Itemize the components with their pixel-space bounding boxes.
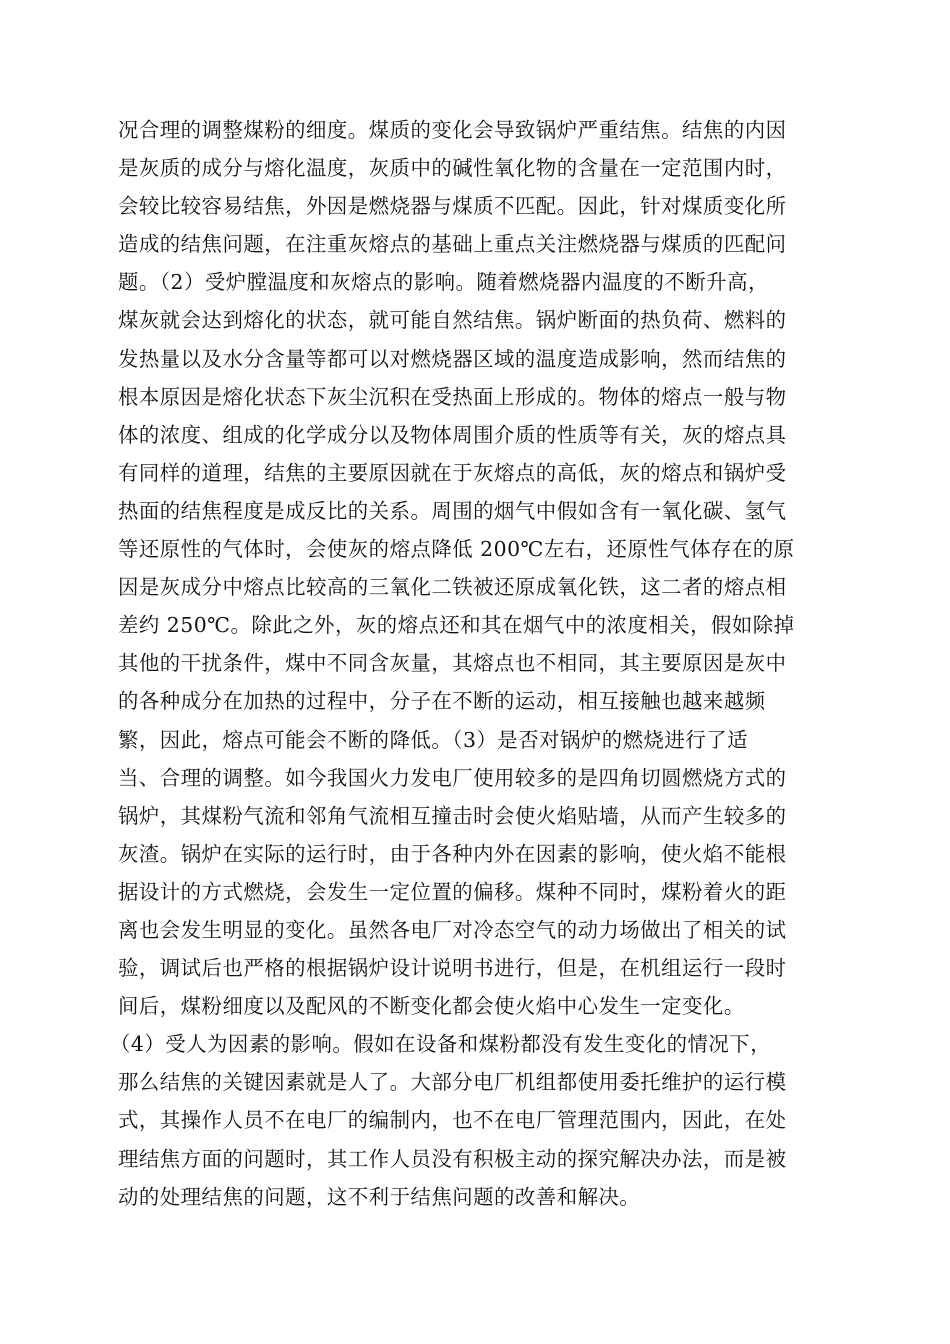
text-line: 会较比较容易结焦，外因是燃烧器与煤质不匹配。因此，针对煤质变化所 (118, 194, 787, 219)
text-line: 发热量以及水分含量等都可以对燃烧器区域的温度造成影响，然而结焦的 (118, 346, 787, 371)
text-line: 煤灰就会达到熔化的状态，就可能自然结焦。锅炉断面的热负荷、燃料的 (118, 308, 787, 333)
text-line: 等还原性的气体时，会使灰的熔点降低 200℃左右，还原性气体存在的原 (118, 537, 795, 562)
text-line: 题。（2）受炉膛温度和灰熔点的影响。随着燃烧器内温度的不断升高， (118, 270, 769, 295)
text-line: 其他的干扰条件，煤中不同含灰量，其熔点也不相同，其主要原因是灰中 (118, 651, 787, 676)
text-line: 离也会发生明显的变化。虽然各电厂对冷态空气的动力场做出了相关的试 (118, 917, 787, 942)
text-line: 有同样的道理，结焦的主要原因就在于灰熔点的高低，灰的熔点和锅炉受 (118, 460, 787, 485)
text-line: 况合理的调整煤粉的细度。煤质的变化会导致锅炉严重结焦。结焦的内因 (118, 118, 787, 142)
text-line: 那么结焦的关键因素就是人了。大部分电厂机组都使用委托维护的运行模 (118, 1070, 787, 1095)
text-line: 体的浓度、组成的化学成分以及物体周围介质的性质等有关，灰的熔点具 (118, 422, 787, 447)
text-line: 锅炉，其煤粉气流和邻角气流相互撞击时会使火焰贴墙，从而产生较多的 (118, 803, 787, 828)
text-line: 灰渣。锅炉在实际的运行时，由于各种内外在因素的影响，使火焰不能根 (118, 841, 787, 866)
text-line: 当、合理的调整。如今我国火力发电厂使用较多的是四角切圆燃烧方式的 (118, 765, 787, 790)
body-text (110, 111, 838, 1216)
text-line: 造成的结焦问题，在注重灰熔点的基础上重点关注燃烧器与煤质的匹配问 (118, 232, 787, 257)
text-line: 间后，煤粉细度以及配风的不断变化都会使火焰中心发生一定变化。 (118, 994, 745, 1019)
text-line: 验，调试后也严格的根据锅炉设计说明书进行，但是，在机组运行一段时 (118, 956, 787, 981)
text-line: 的各种成分在加热的过程中，分子在不断的运动，相互接触也越来越频 (118, 689, 766, 714)
text-line: 根本原因是熔化状态下灰尘沉积在受热面上形成的。物体的熔点一般与物 (118, 384, 787, 409)
text-line: 是灰质的成分与熔化温度，灰质中的碱性氧化物的含量在一定范围内时， (118, 156, 787, 181)
text-line: 繁，因此，熔点可能会不断的降低。（3）是否对锅炉的燃烧进行了适 (118, 727, 748, 752)
text-line: 据设计的方式燃烧，会发生一定位置的偏移。煤种不同时，煤粉着火的距 (118, 879, 787, 904)
text-line: 动的处理结焦的问题，这不利于结焦问题的改善和解决。 (118, 1184, 641, 1209)
text-line: （4）受人为因素的影响。假如在设备和煤粉都没有发生变化的情况下， (110, 1032, 772, 1057)
text-line: 理结焦方面的问题时，其工作人员没有积极主动的探究解决办法，而是被 (118, 1146, 787, 1171)
text-line: 差约 250℃。除此之外，灰的熔点还和其在烟气中的浓度相关，假如除掉 (118, 613, 795, 638)
text-line: 式，其操作人员不在电厂的编制内，也不在电厂管理范围内，因此，在处 (118, 1108, 787, 1133)
text-line: 热面的结焦程度是成反比的关系。周围的烟气中假如含有一氧化碳、氢气 (118, 498, 787, 523)
text-line: 因是灰成分中熔点比较高的三氧化二铁被还原成氧化铁，这二者的熔点相 (118, 575, 787, 600)
